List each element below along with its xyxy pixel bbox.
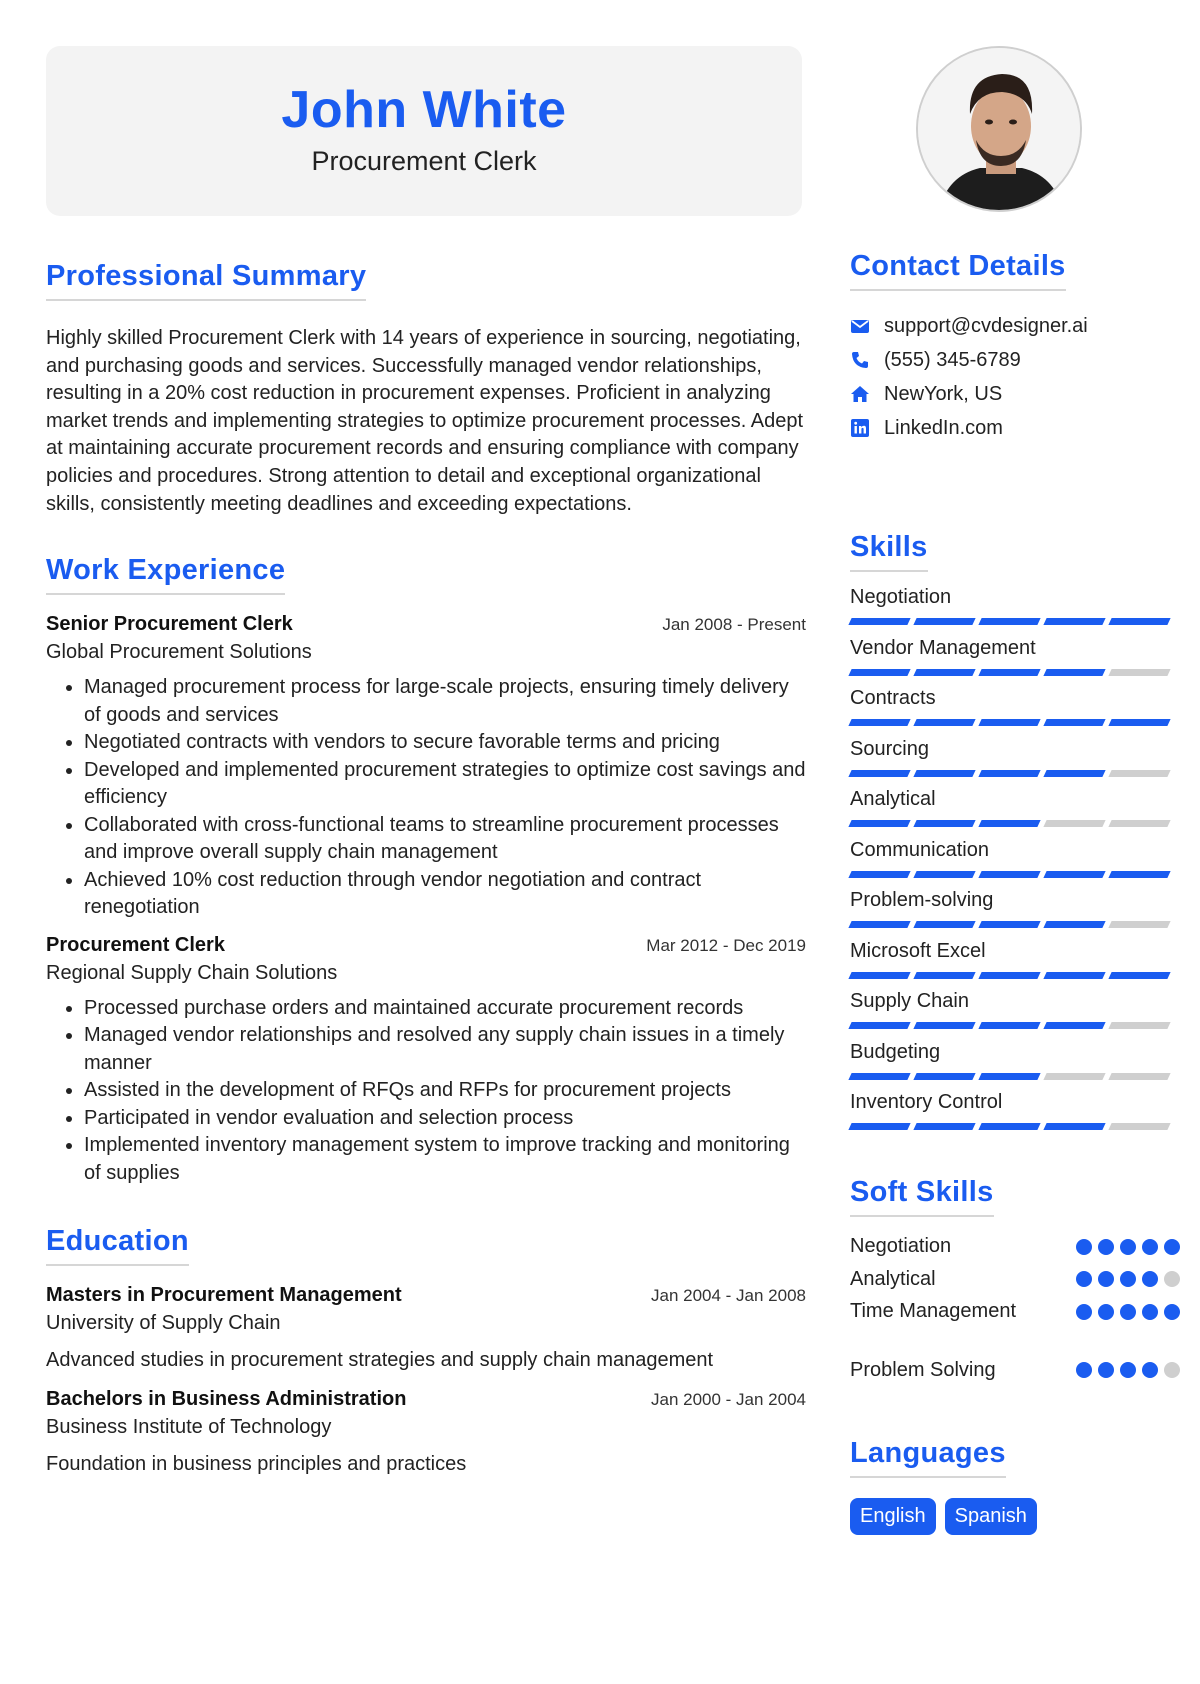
- skill-level-bar: [850, 1073, 1180, 1080]
- skill-level-segment: [978, 719, 1040, 726]
- languages-heading: Languages: [850, 1437, 1006, 1478]
- contact-location: [850, 377, 1180, 411]
- skill-level-segment: [1108, 1073, 1170, 1080]
- skill-level-bar: [850, 669, 1180, 676]
- rating-dot: [1098, 1362, 1114, 1378]
- skill-level-bar: [850, 972, 1180, 979]
- skill-name: Communication: [850, 838, 989, 861]
- list-item: • Implemented inventory management system to improve tracking and monitoring of supplies: [84, 1132, 806, 1187]
- phone-icon: [850, 350, 870, 370]
- skill-level-segment: [978, 669, 1040, 676]
- rating-dot: [1164, 1271, 1180, 1287]
- rating-dot: [1164, 1304, 1180, 1320]
- skill-level-segment: [1108, 770, 1170, 777]
- education-entry: [46, 1388, 806, 1476]
- summary-section: [46, 260, 806, 518]
- skill-name: Sourcing: [850, 737, 929, 760]
- skill-name: Supply Chain: [850, 990, 969, 1012]
- rating-dot: [1076, 1239, 1092, 1255]
- job-date: Mar 2012 - Dec 2019: [646, 935, 806, 955]
- degree: Bachelors in Business Administration: [46, 1388, 407, 1411]
- skill-level-segment: [848, 1073, 910, 1080]
- skill-level-segment: [1043, 820, 1105, 827]
- header-card: [46, 46, 802, 216]
- job-date: Jan 2008 - Present: [662, 615, 806, 635]
- location-value: NewYork, US: [884, 382, 1003, 405]
- skill-level-segment: [1108, 1123, 1170, 1130]
- experience-heading: Work Experience: [46, 554, 285, 595]
- rating-dot: [1120, 1304, 1136, 1320]
- job-bullets: [46, 674, 806, 922]
- rating-dot: [1120, 1362, 1136, 1378]
- rating-dot: [1076, 1304, 1092, 1320]
- avatar: [918, 48, 1082, 212]
- skill-item: [850, 936, 1180, 987]
- sidebar-column: [850, 250, 1180, 1535]
- rating-dot: [1164, 1239, 1180, 1255]
- skill-level-segment: [1043, 770, 1105, 777]
- skill-item: [850, 734, 1180, 785]
- rating-dot: [1142, 1271, 1158, 1287]
- skill-level-segment: [978, 972, 1040, 979]
- skill-level-segment: [978, 820, 1040, 827]
- skill-level-segment: [913, 871, 975, 878]
- skill-item: [850, 683, 1180, 734]
- skill-level-bar: [850, 820, 1180, 827]
- skill-level-segment: [848, 921, 910, 928]
- skill-level-segment: [1108, 618, 1170, 625]
- soft-skill-name: Problem Solving: [850, 1358, 996, 1381]
- home-icon: [850, 384, 870, 404]
- experience-section: [46, 554, 806, 1187]
- list-item: • Managed procurement process for large-scale projects, ensuring timely delivery of goods and services: [84, 674, 806, 729]
- soft-skill-rating: [1076, 1239, 1180, 1255]
- skill-level-bar: [850, 921, 1180, 928]
- skills-section: [850, 531, 1180, 1138]
- skill-level-segment: [1043, 669, 1105, 676]
- list-item: • Assisted in the development of RFQs and RFPs for procurement projects: [84, 1077, 806, 1105]
- skill-name: Inventory Control: [850, 1091, 1003, 1113]
- contact-email[interactable]: [850, 309, 1180, 343]
- language-badge: Spanish: [945, 1498, 1037, 1535]
- skills-heading: Skills: [850, 531, 928, 572]
- skill-level-segment: [848, 770, 910, 777]
- skill-level-segment: [848, 719, 910, 726]
- phone-value: (555) 345-6789: [884, 348, 1021, 371]
- rating-dot: [1142, 1304, 1158, 1320]
- list-item: • Developed and implemented procurement strategies to optimize cost savings and efficiency: [84, 757, 806, 812]
- soft-skill-rating: [1076, 1304, 1180, 1320]
- skill-level-segment: [848, 871, 910, 878]
- soft-skill-item: [850, 1231, 1180, 1264]
- skill-level-segment: [1108, 921, 1170, 928]
- list-item: • Managed vendor relationships and resolved any supply chain issues in a timely manner: [84, 1022, 806, 1077]
- soft-skill-rating: [1076, 1271, 1180, 1287]
- skill-level-segment: [978, 921, 1040, 928]
- job-bullets: [46, 995, 806, 1188]
- soft-skill-name: Time Management: [850, 1300, 1016, 1323]
- skill-name: Contracts: [850, 687, 936, 709]
- skill-level-segment: [913, 972, 975, 979]
- school: University of Supply Chain: [46, 1312, 281, 1335]
- skill-level-segment: [913, 921, 975, 928]
- skill-level-segment: [848, 820, 910, 827]
- skill-level-segment: [913, 1073, 975, 1080]
- skill-level-segment: [913, 820, 975, 827]
- skill-level-segment: [913, 1022, 975, 1029]
- rating-dot: [1120, 1271, 1136, 1287]
- skill-name: Problem-solving: [850, 889, 994, 911]
- skill-name: Vendor Management: [850, 636, 1036, 659]
- contact-section: [850, 250, 1180, 445]
- rating-dot: [1076, 1362, 1092, 1378]
- skill-level-segment: [848, 1022, 910, 1029]
- contact-phone[interactable]: [850, 343, 1180, 377]
- rating-dot: [1142, 1362, 1158, 1378]
- rating-dot: [1120, 1239, 1136, 1255]
- skill-name: Microsoft Excel: [850, 939, 986, 962]
- skill-level-bar: [850, 1123, 1180, 1130]
- skill-item: [850, 986, 1180, 1037]
- rating-dot: [1164, 1362, 1180, 1378]
- summary-heading: Professional Summary: [46, 260, 366, 301]
- skill-level-segment: [913, 770, 975, 777]
- skill-level-segment: [1043, 871, 1105, 878]
- languages-section: [850, 1437, 1180, 1535]
- soft-skill-item: [850, 1354, 1180, 1387]
- skill-level-bar: [850, 719, 1180, 726]
- skill-level-segment: [848, 972, 910, 979]
- skill-level-segment: [913, 669, 975, 676]
- skill-level-segment: [913, 618, 975, 625]
- skill-level-segment: [1043, 972, 1105, 979]
- skill-level-segment: [1108, 719, 1170, 726]
- skill-level-segment: [913, 1123, 975, 1130]
- envelope-icon: [850, 316, 870, 336]
- skill-item: [850, 835, 1180, 886]
- soft-skill-item: [850, 1263, 1180, 1296]
- soft-skills-heading: Soft Skills: [850, 1176, 994, 1217]
- skill-level-segment: [1043, 921, 1105, 928]
- list-item: • Processed purchase orders and maintained accurate procurement records: [84, 995, 806, 1023]
- candidate-title: Procurement Clerk: [311, 146, 537, 176]
- job-company: Regional Supply Chain Solutions: [46, 961, 338, 984]
- skill-level-segment: [978, 1022, 1040, 1029]
- skill-name: Negotiation: [850, 586, 952, 608]
- skill-level-segment: [978, 770, 1040, 777]
- contact-heading: Contact Details: [850, 250, 1066, 291]
- skill-level-bar: [850, 618, 1180, 625]
- skill-level-segment: [1043, 1022, 1105, 1029]
- linkedin-icon: [850, 418, 870, 438]
- rating-dot: [1098, 1271, 1114, 1287]
- skill-level-segment: [913, 719, 975, 726]
- job-entry: [46, 613, 806, 922]
- profile-photo: [916, 46, 1082, 212]
- job-entry: [46, 934, 806, 1188]
- education-section: [46, 1225, 806, 1476]
- skill-level-segment: [848, 618, 910, 625]
- skill-name: Budgeting: [850, 1040, 941, 1063]
- degree: Masters in Procurement Management: [46, 1284, 402, 1307]
- education-heading: Education: [46, 1225, 189, 1266]
- rating-dot: [1142, 1239, 1158, 1255]
- rating-dot: [1098, 1239, 1114, 1255]
- school: Business Institute of Technology: [46, 1416, 332, 1439]
- skill-level-segment: [848, 669, 910, 676]
- soft-skill-name: Negotiation: [850, 1235, 952, 1258]
- skill-level-segment: [1108, 820, 1170, 827]
- skill-level-segment: [1108, 972, 1170, 979]
- skill-item: [850, 1037, 1180, 1088]
- job-role: Procurement Clerk: [46, 933, 225, 956]
- skill-item: [850, 784, 1180, 835]
- skill-level-segment: [1108, 669, 1170, 676]
- rating-dot: [1076, 1271, 1092, 1287]
- main-column: [46, 260, 806, 1476]
- list-item: • Achieved 10% cost reduction through vendor negotiation and contract renegotiation: [84, 867, 806, 922]
- job-role: Senior Procurement Clerk: [46, 613, 293, 636]
- list-item: • Collaborated with cross-functional teams to streamline procurement processes and improve overall supply chain management: [84, 812, 806, 867]
- skill-level-segment: [1108, 1022, 1170, 1029]
- skill-level-bar: [850, 871, 1180, 878]
- list-item: • Negotiated contracts with vendors to secure favorable terms and pricing: [84, 729, 806, 757]
- skill-level-segment: [1108, 871, 1170, 878]
- skill-item: [850, 582, 1180, 633]
- contact-linkedin[interactable]: [850, 411, 1180, 445]
- skill-item: [850, 885, 1180, 936]
- soft-skill-item: [850, 1296, 1180, 1329]
- skill-level-segment: [1043, 719, 1105, 726]
- skill-level-segment: [1043, 1123, 1105, 1130]
- skill-level-segment: [978, 1123, 1040, 1130]
- education-date: Jan 2004 - Jan 2008: [650, 1286, 806, 1306]
- job-company: Global Procurement Solutions: [46, 641, 312, 664]
- email-value: support@cvdesigner.ai: [884, 314, 1088, 337]
- soft-skill-name: Analytical: [850, 1267, 936, 1290]
- soft-skills-section: [850, 1176, 1180, 1387]
- soft-skill-rating: [1076, 1362, 1180, 1378]
- linkedin-value: LinkedIn.com: [884, 416, 1003, 439]
- skill-level-bar: [850, 1022, 1180, 1029]
- skill-level-segment: [978, 871, 1040, 878]
- skill-item: [850, 633, 1180, 684]
- education-description: Advanced studies in procurement strategies and supply chain management: [46, 1349, 714, 1372]
- education-entry: [46, 1284, 806, 1372]
- candidate-name: John White: [281, 81, 567, 139]
- skill-level-segment: [978, 618, 1040, 625]
- skill-level-bar: [850, 770, 1180, 777]
- rating-dot: [1098, 1304, 1114, 1320]
- skill-name: Analytical: [850, 788, 936, 810]
- education-description: Foundation in business principles and practices: [46, 1453, 467, 1476]
- list-item: • Participated in vendor evaluation and selection process: [84, 1105, 806, 1133]
- skill-level-segment: [1043, 618, 1105, 625]
- education-date: Jan 2000 - Jan 2004: [650, 1390, 806, 1410]
- skill-level-segment: [978, 1073, 1040, 1080]
- skill-level-segment: [1043, 1073, 1105, 1080]
- summary-text: Highly skilled Procurement Clerk with 14 years of experience in sourcing, negotiating, and purchasing goods and services. Successfully managed vendor relationships, resulting in a 20% cost reduction in procurement expenses. Proficient in analyzing market trends and implementing strategies to optimize procurement processes. Adept at maintaining accurate procurement records and ensuring compliance with company policies and procedures. Strong attention to detail and exceptional organizational skills, consistently meeting deadlines and exceeding expectations.: [46, 327, 804, 515]
- language-badge: English: [850, 1498, 936, 1535]
- skill-level-segment: [848, 1123, 910, 1130]
- skill-item: [850, 1087, 1180, 1138]
